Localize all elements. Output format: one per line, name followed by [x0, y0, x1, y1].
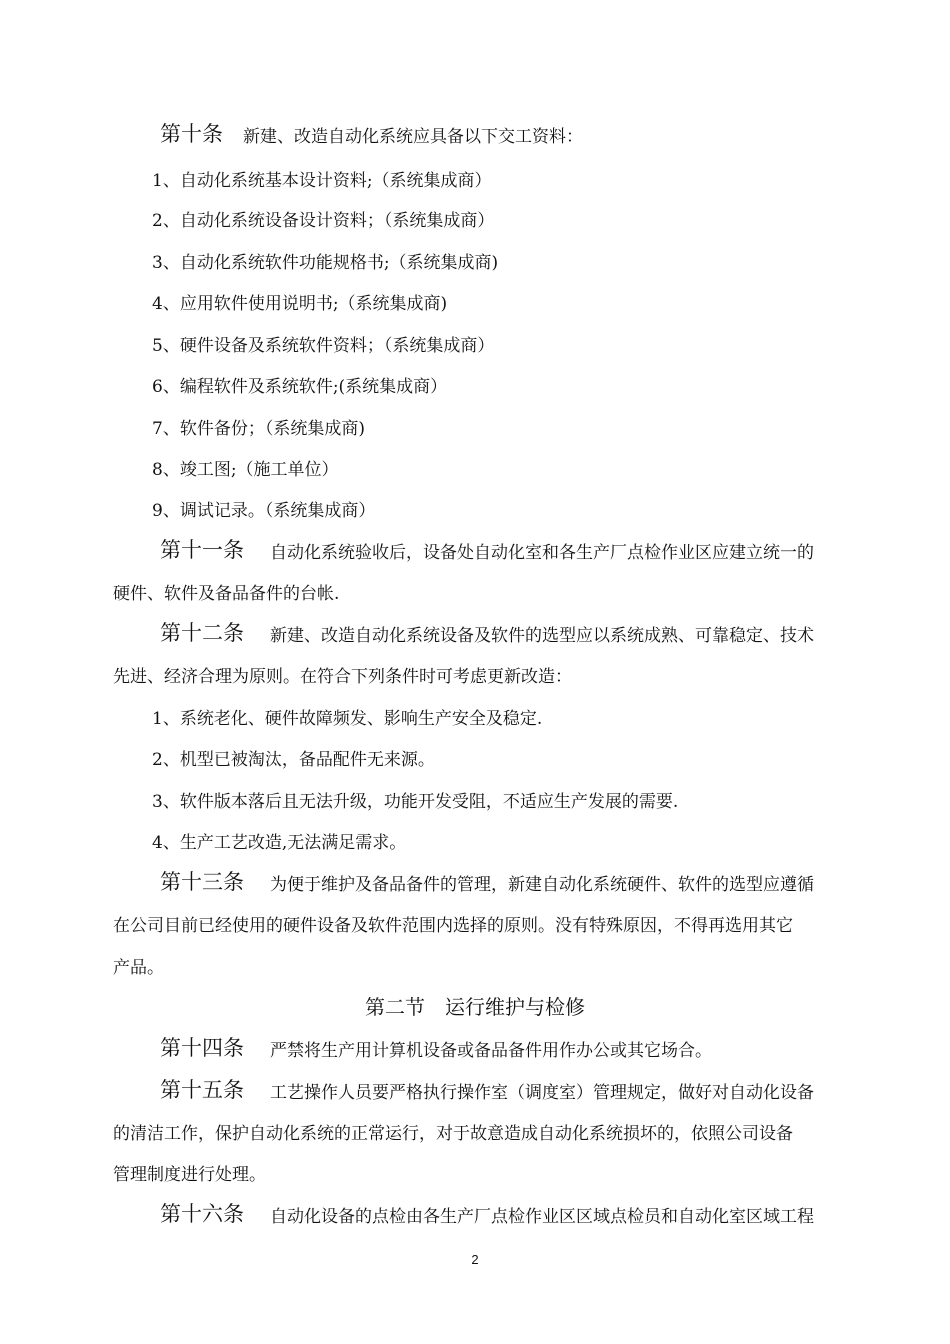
article-10-text: 新建、改造自动化系统应具备以下交工资料：: [243, 127, 583, 147]
article-14-text: 严禁将生产用计算机设备或备品备件用作办公或其它场合。: [270, 1041, 712, 1061]
page-number: 2: [471, 1252, 479, 1267]
article-11-text: 自动化系统验收后，设备处自动化室和各生产厂点检作业区应建立统一的: [270, 543, 814, 563]
article-15-continuation-2: 管理制度进行处理。: [113, 1165, 266, 1185]
article-16-text: 自动化设备的点检由各生产厂点检作业区区域点检员和自动化室区域工程: [270, 1207, 814, 1227]
article-10-item-6: 6、编程软件及系统软件;(系统集成商）: [152, 377, 448, 397]
article-15-continuation-1: 的清洁工作，保护自动化系统的正常运行，对于故意造成自动化系统损坏的，依照公司设备: [113, 1124, 793, 1144]
article-11-label: 第十一条: [160, 538, 244, 562]
article-12-text: 新建、改造自动化系统设备及软件的选型应以系统成熟、可靠稳定、技术: [270, 626, 814, 646]
article-10-item-9: 9、调试记录。（系统集成商）: [152, 501, 376, 521]
article-10-item-5: 5、硬件设备及系统软件资料；（系统集成商）: [152, 336, 495, 356]
article-12-label: 第十二条: [160, 621, 244, 645]
article-13-continuation-2: 产品。: [113, 958, 164, 978]
article-12-item-4: 4、生产工艺改造,无法满足需求。: [152, 833, 407, 853]
article-10-item-3: 3、自动化系统软件功能规格书;（系统集成商): [152, 253, 499, 273]
article-10-item-4: 4、应用软件使用说明书;（系统集成商): [152, 294, 448, 314]
article-13-continuation-1: 在公司目前已经使用的硬件设备及软件范围内选择的原则。没有特殊原因，不得再选用其它: [113, 916, 793, 936]
article-10-item-8: 8、竣工图;（施工单位）: [152, 460, 339, 480]
article-12-item-1: 1、系统老化、硬件故障频发、影响生产安全及稳定.: [152, 709, 543, 729]
article-15-text: 工艺操作人员要严格执行操作室（调度室）管理规定，做好对自动化设备: [270, 1083, 814, 1103]
article-12-item-3: 3、软件版本落后且无法升级，功能开发受阻，不适应生产发展的需要.: [152, 792, 679, 812]
article-16-label: 第十六条: [160, 1202, 244, 1226]
article-13-text: 为便于维护及备品备件的管理，新建自动化系统硬件、软件的选型应遵循: [270, 875, 814, 895]
article-11-continuation: 硬件、软件及备品备件的台帐.: [113, 584, 340, 604]
article-10-item-2: 2、自动化系统设备设计资料；（系统集成商）: [152, 211, 495, 231]
article-14-label: 第十四条: [160, 1036, 244, 1060]
article-10-item-1: 1、自动化系统基本设计资料;（系统集成商）: [152, 171, 492, 191]
article-15-label: 第十五条: [160, 1078, 244, 1102]
section-heading: 第二节 运行维护与检修: [365, 995, 585, 1019]
article-12-item-2: 2、机型已被淘汰，备品配件无来源。: [152, 750, 435, 770]
article-10-label: 第十条: [160, 122, 223, 146]
article-13-label: 第十三条: [160, 870, 244, 894]
article-10-item-7: 7、软件备份；（系统集成商): [152, 419, 365, 439]
article-12-continuation: 先进、经济合理为原则。在符合下列条件时可考虑更新改造：: [113, 667, 572, 687]
